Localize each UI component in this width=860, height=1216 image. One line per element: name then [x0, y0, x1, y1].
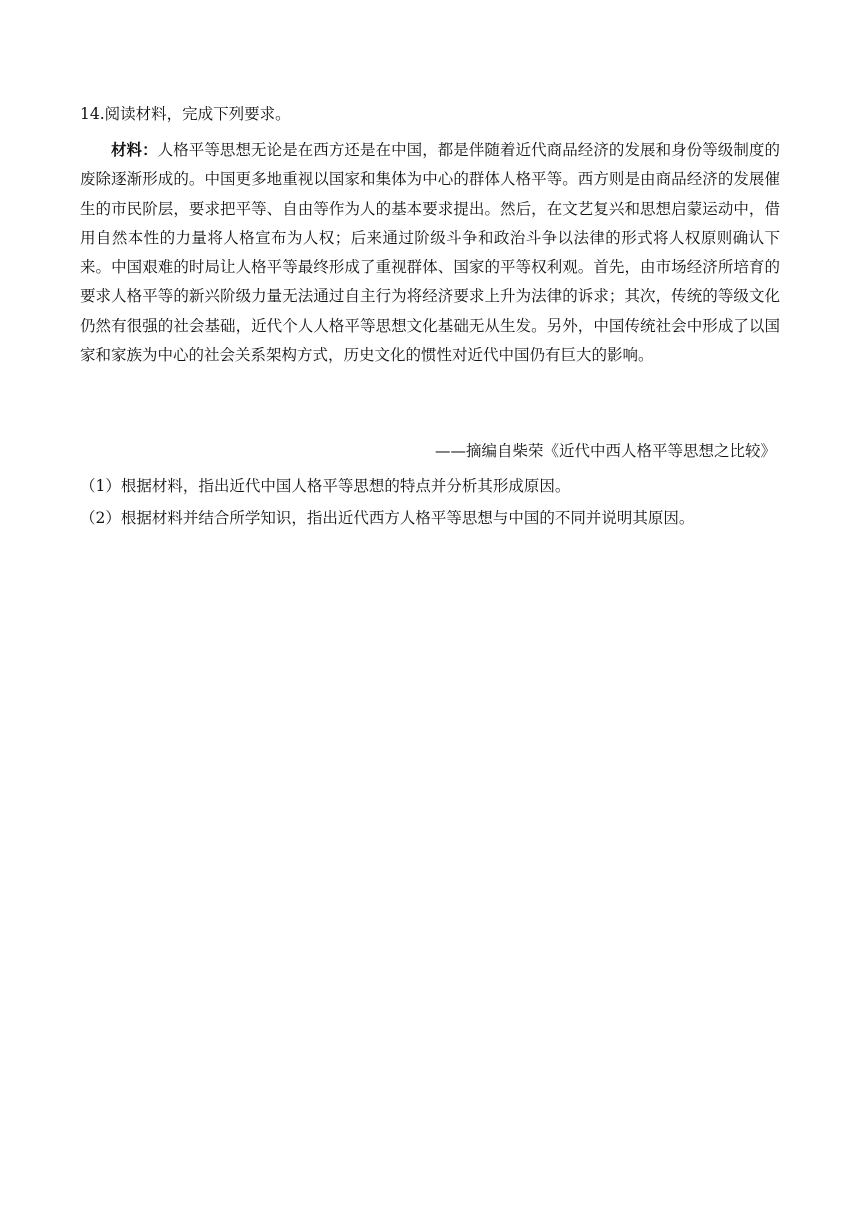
- material-paragraph: [80, 135, 780, 370]
- material-label: 材料：: [111, 140, 158, 159]
- sub-question-1: （1）根据材料，指出近代中国人格平等思想的特点并分析其形成原因。: [80, 477, 571, 495]
- material-source: ——摘编自柴荣《近代中西人格平等思想之比较》: [434, 442, 776, 460]
- material-text: 人格平等思想无论是在西方还是在中国，都是伴随着近代商品经济的发展和身份等级制度的废除逐渐形成的。中国更多地重视以国家和集体为中心的群体人格平等。西方则是由商品经济的发展催生的市民阶层，要求把平等、自由等作为人的基本要求提出。然后，在文艺复兴和思想启蒙运动中，借用自然本性的力量将人格宣布为人权；后来通过阶级斗争和政治斗争以法律的形式将人权原则确认下来。中国艰难的时局让人格平等最终形成了重视群体、国家的平等权利观。首先，由市场经济所培育的要求人格平等的新兴阶级力量无法通过自主行为将经济要求上升为法律的诉求；其次，传统的等级文化仍然有很强的社会基础，近代个人人格平等思想文化基础无从生发。另外，中国传统社会中形成了以国家和家族为中心的社会关系架构方式，历史文化的惯性对近代中国仍有巨大的影响。: [80, 141, 780, 365]
- sub-question-2: （2）根据材料并结合所学知识，指出近代西方人格平等思想与中国的不同并说明其原因。: [80, 509, 695, 527]
- question-title: 14.阅读材料，完成下列要求。: [80, 105, 291, 123]
